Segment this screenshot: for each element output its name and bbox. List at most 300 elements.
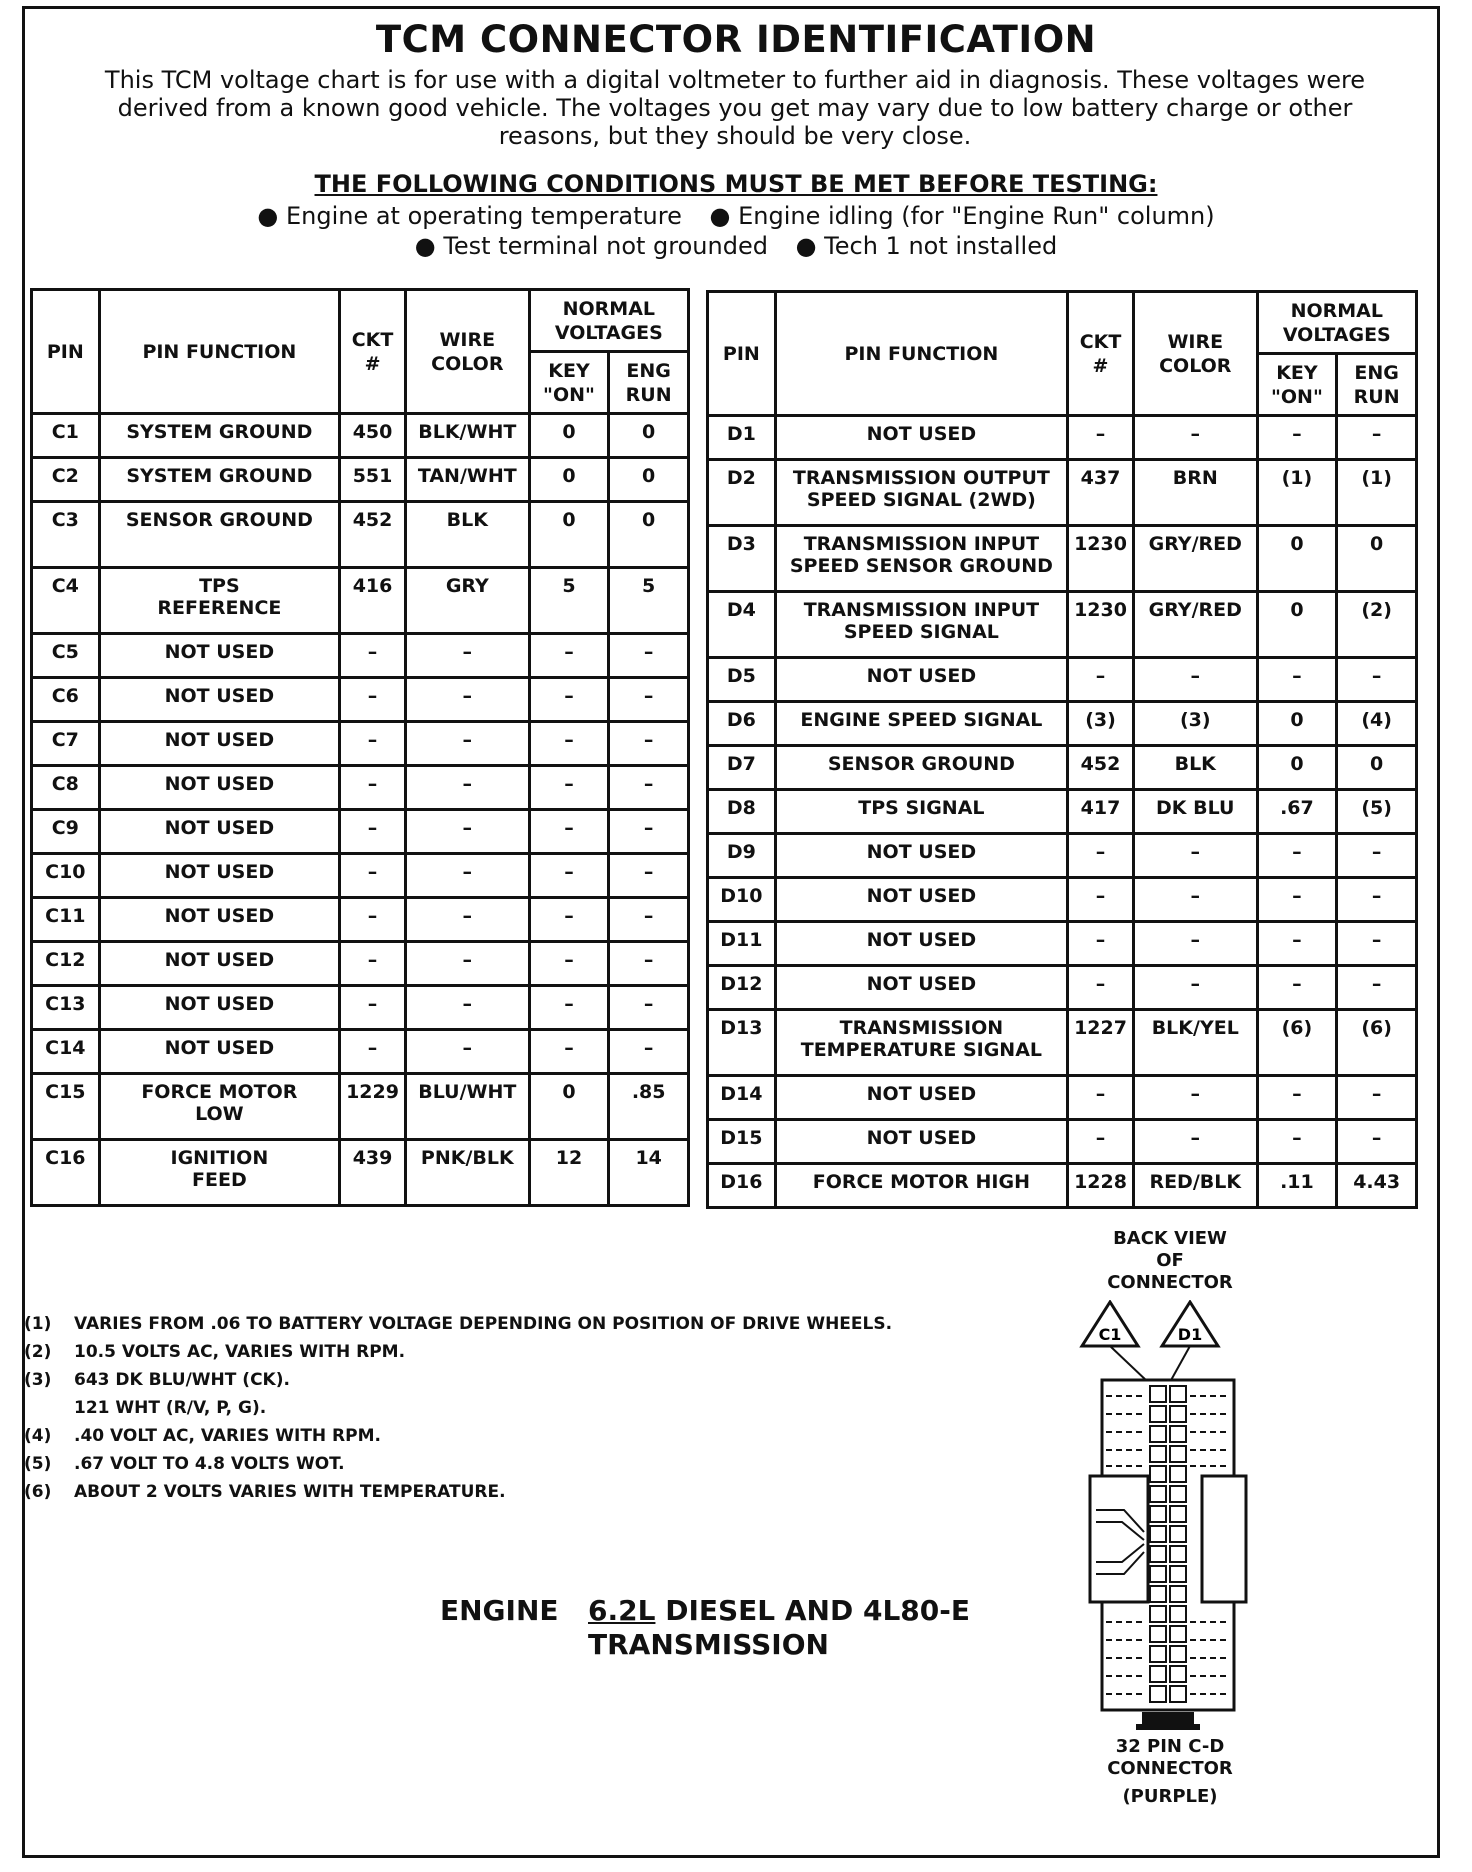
- ckt-cell: 1230: [1068, 526, 1134, 592]
- ckt-cell: –: [340, 634, 406, 678]
- wire-color-cell: GRY/RED: [1133, 592, 1257, 658]
- condition-item: ● Test terminal not grounded: [414, 232, 768, 260]
- pin-cell: D5: [708, 658, 776, 702]
- header-pin-function: PIN FUNCTION: [99, 290, 339, 414]
- pin-cell: C9: [32, 810, 100, 854]
- function-cell: SENSOR GROUND: [775, 746, 1067, 790]
- connector-pin-cell: [1170, 1686, 1186, 1702]
- header-wire-color: WIRE COLOR: [1133, 292, 1257, 416]
- d1-label: D1: [1177, 1325, 1203, 1344]
- ckt-cell: –: [1068, 922, 1134, 966]
- eng-run-cell: –: [1337, 834, 1417, 878]
- wire-color-cell: –: [405, 810, 529, 854]
- pin-cell: D6: [708, 702, 776, 746]
- header-pin: PIN: [32, 290, 100, 414]
- connector-pin-cell: [1170, 1546, 1186, 1562]
- eng-run-cell: –: [609, 810, 689, 854]
- eng-run-cell: 14: [609, 1140, 689, 1206]
- function-cell: FORCE MOTOR HIGH: [775, 1164, 1067, 1208]
- connector-pin-cell: [1170, 1586, 1186, 1602]
- key-on-cell: –: [529, 810, 609, 854]
- table-row: [32, 942, 689, 986]
- key-on-cell: 5: [529, 568, 609, 634]
- wire-color-cell: GRY: [405, 568, 529, 634]
- pin-cell: C11: [32, 898, 100, 942]
- eng-run-cell: –: [609, 854, 689, 898]
- function-cell: NOT USED: [99, 766, 339, 810]
- ckt-cell: (3): [1068, 702, 1134, 746]
- ckt-cell: 450: [340, 414, 406, 458]
- engine-model: 6.2L: [588, 1594, 656, 1627]
- connector-pin-cell: [1170, 1626, 1186, 1642]
- table-row: [708, 790, 1417, 834]
- eng-run-cell: 0: [1337, 746, 1417, 790]
- ckt-cell: 439: [340, 1140, 406, 1206]
- ckt-cell: –: [1068, 1076, 1134, 1120]
- wire-color-cell: BLK: [405, 502, 529, 568]
- wire-color-cell: –: [405, 766, 529, 810]
- key-on-cell: 0: [1257, 526, 1337, 592]
- function-cell: TRANSMISSION OUTPUT SPEED SIGNAL (2WD): [775, 460, 1067, 526]
- table-row: [708, 834, 1417, 878]
- wire-color-cell: DK BLU: [1133, 790, 1257, 834]
- wire-color-cell: BRN: [1133, 460, 1257, 526]
- wire-color-cell: –: [1133, 1076, 1257, 1120]
- wire-color-cell: –: [405, 634, 529, 678]
- key-on-cell: –: [1257, 1076, 1337, 1120]
- key-on-cell: –: [529, 854, 609, 898]
- eng-run-cell: –: [1337, 922, 1417, 966]
- ckt-cell: –: [340, 766, 406, 810]
- key-on-cell: –: [1257, 878, 1337, 922]
- key-on-cell: 0: [529, 502, 609, 568]
- connector-pin-cell: [1150, 1666, 1166, 1682]
- wire-color-cell: –: [1133, 966, 1257, 1010]
- key-on-cell: (1): [1257, 460, 1337, 526]
- wire-color-cell: –: [1133, 416, 1257, 460]
- eng-run-cell: –: [609, 766, 689, 810]
- function-cell: TPS REFERENCE: [99, 568, 339, 634]
- key-on-cell: 0: [1257, 592, 1337, 658]
- pin-cell: D8: [708, 790, 776, 834]
- connector-pin-cell: [1170, 1426, 1186, 1442]
- c1-leader: [1110, 1346, 1148, 1382]
- connector-pin-cell: [1170, 1666, 1186, 1682]
- function-cell: NOT USED: [775, 1120, 1067, 1164]
- function-cell: SYSTEM GROUND: [99, 458, 339, 502]
- function-cell: TPS SIGNAL: [775, 790, 1067, 834]
- key-on-cell: –: [529, 634, 609, 678]
- eng-run-cell: –: [609, 898, 689, 942]
- pin-cell: D10: [708, 878, 776, 922]
- function-cell: NOT USED: [99, 942, 339, 986]
- condition-item: ● Tech 1 not installed: [795, 232, 1058, 260]
- connector-pin-cell: [1170, 1566, 1186, 1582]
- eng-run-cell: –: [609, 678, 689, 722]
- wire-color-cell: –: [405, 678, 529, 722]
- table-row: [708, 1076, 1417, 1120]
- eng-run-cell: –: [609, 986, 689, 1030]
- pin-cell: C8: [32, 766, 100, 810]
- table-row: [32, 854, 689, 898]
- d1-leader: [1170, 1346, 1190, 1382]
- pin-cell: C2: [32, 458, 100, 502]
- table-row: [708, 460, 1417, 526]
- function-cell: NOT USED: [99, 986, 339, 1030]
- wire-color-cell: RED/BLK: [1133, 1164, 1257, 1208]
- wire-color-cell: BLU/WHT: [405, 1074, 529, 1140]
- ckt-cell: –: [1068, 878, 1134, 922]
- pin-cell: D2: [708, 460, 776, 526]
- key-on-cell: –: [1257, 658, 1337, 702]
- header-key-on: KEY "ON": [1257, 354, 1337, 416]
- connector-pin-cell: [1170, 1646, 1186, 1662]
- table-row: [32, 502, 689, 568]
- pin-cell: C3: [32, 502, 100, 568]
- table-row: [32, 1074, 689, 1140]
- page-title: TCM CONNECTOR IDENTIFICATION: [375, 18, 1097, 61]
- table-row: [32, 568, 689, 634]
- connector-pin-cell: [1150, 1446, 1166, 1462]
- key-on-cell: (6): [1257, 1010, 1337, 1076]
- header-ckt: CKT #: [340, 290, 406, 414]
- eng-run-cell: 0: [609, 458, 689, 502]
- table-row: [708, 702, 1417, 746]
- ckt-cell: –: [340, 722, 406, 766]
- footnote-item: [24, 1478, 892, 1506]
- footnote-text: .67 VOLT TO 4.8 VOLTS WOT.: [74, 1454, 345, 1474]
- function-cell: NOT USED: [99, 722, 339, 766]
- function-cell: TRANSMISSION INPUT SPEED SIGNAL: [775, 592, 1067, 658]
- header-pin-function: PIN FUNCTION: [775, 292, 1067, 416]
- key-on-cell: –: [529, 986, 609, 1030]
- function-cell: NOT USED: [775, 878, 1067, 922]
- wire-color-cell: –: [1133, 922, 1257, 966]
- footnote-key: (5): [24, 1454, 52, 1474]
- footnote-item: [24, 1310, 892, 1338]
- table-row: [32, 458, 689, 502]
- eng-run-cell: (5): [1337, 790, 1417, 834]
- key-on-cell: 12: [529, 1140, 609, 1206]
- table-row: [708, 878, 1417, 922]
- footnote-item: [24, 1450, 892, 1478]
- engine-label: ENGINE: [440, 1594, 559, 1627]
- function-cell: SENSOR GROUND: [99, 502, 339, 568]
- key-on-cell: –: [1257, 416, 1337, 460]
- footnote-key: (6): [24, 1482, 52, 1502]
- ckt-cell: –: [1068, 834, 1134, 878]
- ckt-cell: 1227: [1068, 1010, 1134, 1076]
- footnote-key: (2): [24, 1342, 52, 1362]
- connector-left-ear: [1090, 1476, 1148, 1602]
- ckt-cell: 1229: [340, 1074, 406, 1140]
- key-on-cell: 0: [1257, 702, 1337, 746]
- eng-run-cell: –: [1337, 1120, 1417, 1164]
- connector-view-label: BACK VIEW OF CONNECTOR: [1107, 1228, 1233, 1293]
- function-cell: NOT USED: [775, 966, 1067, 1010]
- wire-color-cell: GRY/RED: [1133, 526, 1257, 592]
- conditions-line-2: [0, 232, 1472, 260]
- wire-color-cell: PNK/BLK: [405, 1140, 529, 1206]
- function-cell: NOT USED: [99, 810, 339, 854]
- connector-pin-cell: [1170, 1406, 1186, 1422]
- c1-label: C1: [1098, 1325, 1122, 1344]
- connector-pin-cell: [1170, 1446, 1186, 1462]
- pin-table-d: [706, 290, 1418, 1209]
- wire-color-cell: BLK/YEL: [1133, 1010, 1257, 1076]
- header-key-on: KEY "ON": [529, 352, 609, 414]
- wire-color-cell: –: [405, 722, 529, 766]
- condition-item: ● Engine idling (for "Engine Run" column): [709, 202, 1215, 230]
- connector-right-ear: [1202, 1476, 1246, 1602]
- pin-cell: D1: [708, 416, 776, 460]
- pin-cell: C10: [32, 854, 100, 898]
- ckt-cell: 417: [1068, 790, 1134, 834]
- ckt-cell: –: [340, 942, 406, 986]
- function-cell: ENGINE SPEED SIGNAL: [775, 702, 1067, 746]
- connector-caption: 32 PIN C-D CONNECTOR: [1107, 1736, 1233, 1779]
- connector-pin-cell: [1150, 1606, 1166, 1622]
- header-normal-voltages: NORMAL VOLTAGES: [529, 290, 688, 352]
- connector-pin-cell: [1150, 1406, 1166, 1422]
- connector-pin-cell: [1170, 1466, 1186, 1482]
- connector-pin-cell: [1150, 1646, 1166, 1662]
- ckt-cell: –: [1068, 1120, 1134, 1164]
- engine-caption: [440, 1594, 970, 1662]
- table-row: [708, 526, 1417, 592]
- key-on-cell: –: [1257, 834, 1337, 878]
- eng-run-cell: (1): [1337, 460, 1417, 526]
- table-row: [32, 1140, 689, 1206]
- table-row: [32, 898, 689, 942]
- eng-run-cell: –: [609, 722, 689, 766]
- wire-color-cell: –: [405, 854, 529, 898]
- pin-cell: C13: [32, 986, 100, 1030]
- header-eng-run: ENG RUN: [609, 352, 689, 414]
- key-on-cell: 0: [529, 1074, 609, 1140]
- eng-run-cell: –: [1337, 658, 1417, 702]
- ckt-cell: –: [340, 986, 406, 1030]
- function-cell: NOT USED: [99, 678, 339, 722]
- key-on-cell: –: [529, 1030, 609, 1074]
- condition-item: ● Engine at operating temperature: [257, 202, 682, 230]
- pin-cell: C5: [32, 634, 100, 678]
- table-row: [32, 414, 689, 458]
- wire-color-cell: –: [1133, 834, 1257, 878]
- pin-cell: C16: [32, 1140, 100, 1206]
- connector-pin-cell: [1150, 1566, 1166, 1582]
- table-row: [32, 634, 689, 678]
- eng-run-cell: (4): [1337, 702, 1417, 746]
- header-normal-voltages: NORMAL VOLTAGES: [1257, 292, 1416, 354]
- pin-cell: D9: [708, 834, 776, 878]
- pin-cell: D3: [708, 526, 776, 592]
- table-row: [708, 922, 1417, 966]
- connector-pin-cell: [1150, 1546, 1166, 1562]
- footnote-item: [24, 1422, 892, 1450]
- footnote-text: 10.5 VOLTS AC, VARIES WITH RPM.: [74, 1342, 406, 1362]
- connector-pin-cell: [1150, 1386, 1166, 1402]
- eng-run-cell: 0: [1337, 526, 1417, 592]
- function-cell: NOT USED: [775, 416, 1067, 460]
- eng-run-cell: (6): [1337, 1010, 1417, 1076]
- ckt-cell: –: [1068, 966, 1134, 1010]
- d1-marker: [1162, 1302, 1218, 1346]
- connector-pin-cell: [1170, 1386, 1186, 1402]
- ckt-cell: –: [340, 1030, 406, 1074]
- footnote-key: (1): [24, 1314, 52, 1334]
- key-on-cell: –: [529, 898, 609, 942]
- function-cell: NOT USED: [99, 1030, 339, 1074]
- pin-cell: D7: [708, 746, 776, 790]
- function-cell: TRANSMISSION TEMPERATURE SIGNAL: [775, 1010, 1067, 1076]
- pin-cell: C4: [32, 568, 100, 634]
- engine-transmission: TRANSMISSION: [588, 1628, 829, 1661]
- connector-color-note: (PURPLE): [1122, 1786, 1218, 1807]
- connector-pin-cell: [1170, 1506, 1186, 1522]
- table-row: [32, 986, 689, 1030]
- connector-pin-cell: [1170, 1526, 1186, 1542]
- function-cell: NOT USED: [99, 854, 339, 898]
- pin-cell: C15: [32, 1074, 100, 1140]
- pin-cell: C6: [32, 678, 100, 722]
- pin-cell: C14: [32, 1030, 100, 1074]
- intro-text: This TCM voltage chart is for use with a digital voltmeter to further aid in diagnosis. These voltages were derived from a known good vehicle. The voltages you get may vary due to low battery charge or other reasons, but they should be very close.: [104, 66, 1366, 150]
- table-row: [32, 678, 689, 722]
- eng-run-cell: –: [609, 1030, 689, 1074]
- eng-run-cell: –: [609, 942, 689, 986]
- ckt-cell: 452: [1068, 746, 1134, 790]
- conditions-line-1: [0, 202, 1472, 230]
- table-row: [32, 810, 689, 854]
- eng-run-cell: –: [1337, 878, 1417, 922]
- ckt-cell: –: [340, 678, 406, 722]
- eng-run-cell: –: [1337, 966, 1417, 1010]
- table-row: [708, 592, 1417, 658]
- header-ckt: CKT #: [1068, 292, 1134, 416]
- footnote-text: ABOUT 2 VOLTS VARIES WITH TEMPERATURE.: [74, 1482, 506, 1502]
- key-on-cell: .67: [1257, 790, 1337, 834]
- function-cell: FORCE MOTOR LOW: [99, 1074, 339, 1140]
- function-cell: TRANSMISSION INPUT SPEED SENSOR GROUND: [775, 526, 1067, 592]
- ckt-cell: 452: [340, 502, 406, 568]
- conditions-heading: THE FOLLOWING CONDITIONS MUST BE MET BEFORE TESTING:: [314, 170, 1158, 198]
- table-row: [708, 658, 1417, 702]
- connector-pin-cell: [1170, 1486, 1186, 1502]
- header-wire-color: WIRE COLOR: [405, 290, 529, 414]
- pin-cell: D13: [708, 1010, 776, 1076]
- function-cell: SYSTEM GROUND: [99, 414, 339, 458]
- ckt-cell: 1228: [1068, 1164, 1134, 1208]
- footnote-item: [24, 1338, 892, 1366]
- key-on-cell: –: [1257, 922, 1337, 966]
- pin-cell: D14: [708, 1076, 776, 1120]
- pin-cell: D12: [708, 966, 776, 1010]
- ckt-cell: 416: [340, 568, 406, 634]
- key-on-cell: –: [529, 942, 609, 986]
- pin-cell: C12: [32, 942, 100, 986]
- pin-cell: C1: [32, 414, 100, 458]
- eng-run-cell: 0: [609, 502, 689, 568]
- c1-marker: [1082, 1302, 1138, 1346]
- connector-pin-cell: [1170, 1606, 1186, 1622]
- key-on-cell: –: [529, 722, 609, 766]
- wire-color-cell: BLK: [1133, 746, 1257, 790]
- pin-cell: C7: [32, 722, 100, 766]
- pin-cell: D16: [708, 1164, 776, 1208]
- wire-color-cell: –: [1133, 878, 1257, 922]
- key-on-cell: –: [1257, 1120, 1337, 1164]
- table-row: [708, 1120, 1417, 1164]
- function-cell: NOT USED: [775, 1076, 1067, 1120]
- ckt-cell: –: [340, 810, 406, 854]
- footnote-text: VARIES FROM .06 TO BATTERY VOLTAGE DEPENDING ON POSITION OF DRIVE WHEELS.: [74, 1314, 893, 1334]
- connector-lock-tab: [1142, 1712, 1194, 1724]
- table-row: [708, 416, 1417, 460]
- eng-run-cell: –: [1337, 416, 1417, 460]
- function-cell: NOT USED: [99, 898, 339, 942]
- function-cell: NOT USED: [775, 658, 1067, 702]
- connector-pin-cell: [1150, 1466, 1166, 1482]
- wire-color-cell: –: [1133, 658, 1257, 702]
- eng-run-cell: 0: [609, 414, 689, 458]
- key-on-cell: 0: [1257, 746, 1337, 790]
- function-cell: NOT USED: [775, 922, 1067, 966]
- function-cell: NOT USED: [775, 834, 1067, 878]
- wire-color-cell: –: [405, 898, 529, 942]
- pin-cell: D15: [708, 1120, 776, 1164]
- key-on-cell: –: [1257, 966, 1337, 1010]
- ckt-cell: –: [1068, 416, 1134, 460]
- table-row: [32, 1030, 689, 1074]
- footnote-item: [24, 1366, 892, 1422]
- eng-run-cell: 4.43: [1337, 1164, 1417, 1208]
- eng-run-cell: .85: [609, 1074, 689, 1140]
- table-row: [708, 746, 1417, 790]
- pin-table-c: [30, 288, 690, 1207]
- eng-run-cell: –: [609, 634, 689, 678]
- table-row: [708, 1164, 1417, 1208]
- table-row: [708, 1010, 1417, 1076]
- header-pin: PIN: [708, 292, 776, 416]
- ckt-cell: –: [1068, 658, 1134, 702]
- wire-color-cell: TAN/WHT: [405, 458, 529, 502]
- ckt-cell: 1230: [1068, 592, 1134, 658]
- wire-color-cell: BLK/WHT: [405, 414, 529, 458]
- wire-color-cell: (3): [1133, 702, 1257, 746]
- footnote-text: .40 VOLT AC, VARIES WITH RPM.: [74, 1426, 381, 1446]
- ckt-cell: –: [340, 898, 406, 942]
- pin-cell: D11: [708, 922, 776, 966]
- key-on-cell: –: [529, 678, 609, 722]
- function-cell: IGNITION FEED: [99, 1140, 339, 1206]
- footnotes: [24, 1310, 892, 1506]
- function-cell: NOT USED: [99, 634, 339, 678]
- connector-pin-cell: [1150, 1426, 1166, 1442]
- connector-pin-cell: [1150, 1586, 1166, 1602]
- table-row: [708, 966, 1417, 1010]
- wire-color-cell: –: [1133, 1120, 1257, 1164]
- eng-run-cell: 5: [609, 568, 689, 634]
- eng-run-cell: (2): [1337, 592, 1417, 658]
- ckt-cell: 551: [340, 458, 406, 502]
- table-row: [32, 766, 689, 810]
- connector-pin-cell: [1150, 1626, 1166, 1642]
- key-on-cell: 0: [529, 458, 609, 502]
- wire-color-cell: –: [405, 986, 529, 1030]
- ckt-cell: 437: [1068, 460, 1134, 526]
- ckt-cell: –: [340, 854, 406, 898]
